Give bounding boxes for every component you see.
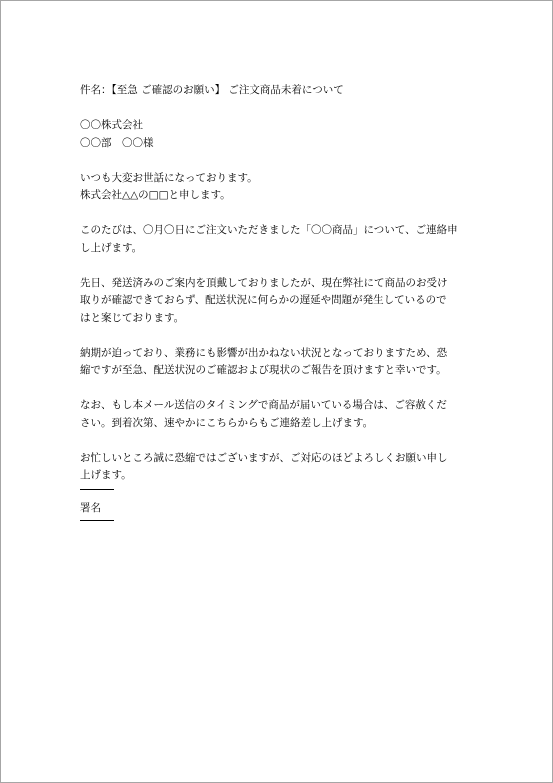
paragraph-2-line: 先日、発送済みのご案内を頂戴しておりましたが、現在弊社にて商品のお受け <box>80 276 448 289</box>
paragraph-3-line: 縮ですが至急、配送状況のご確認および現状のご報告を頂けますと幸いです。 <box>80 364 447 376</box>
paragraph-4-line: さい。到着次第、速やかにこちらからもご連絡差し上げます。 <box>80 416 374 429</box>
paragraph-2-line: はと案じております。 <box>80 311 185 324</box>
signature-label: 署名 <box>80 502 101 514</box>
recipient-company: 〇〇株式会社 <box>80 119 143 131</box>
closing-line: お忙しいところ誠に恐縮ではございますが、ご対応のほどよろしくお願い申し <box>80 451 448 464</box>
paragraph-1-line: このたびは、〇月〇日にご注文いただきました「〇〇商品」について、ご連絡申 <box>80 224 458 236</box>
subject-line: 件名：【至急 ご確認のお願い】 ご注文商品未着について <box>80 84 344 96</box>
letter-body <box>80 82 480 485</box>
paragraph-2-line: 取りが確認できておらず、配送状況に何らかの遅延や問題が発生しているので <box>80 294 447 306</box>
paragraph-4-line: なお、もし本メール送信のタイミングで商品が届いている場合は、ご容赦くだ <box>80 399 447 411</box>
signature-block <box>80 489 114 521</box>
recipient-person: 〇〇部 〇〇様 <box>80 136 154 149</box>
closing-line: 上げます。 <box>80 469 132 481</box>
greeting-line: いつも大変お世話になっております。 <box>80 171 258 184</box>
sender-introduction: 株式会社△△の□□と申します。 <box>80 189 231 201</box>
signature-rule-top <box>80 489 114 490</box>
signature-rule-bottom <box>80 520 114 521</box>
paragraph-1-line: し上げます。 <box>80 241 143 254</box>
paragraph-3-line: 納期が迫っており、業務にも影響が出かねない状況となっておりますため、恐 <box>80 346 448 359</box>
